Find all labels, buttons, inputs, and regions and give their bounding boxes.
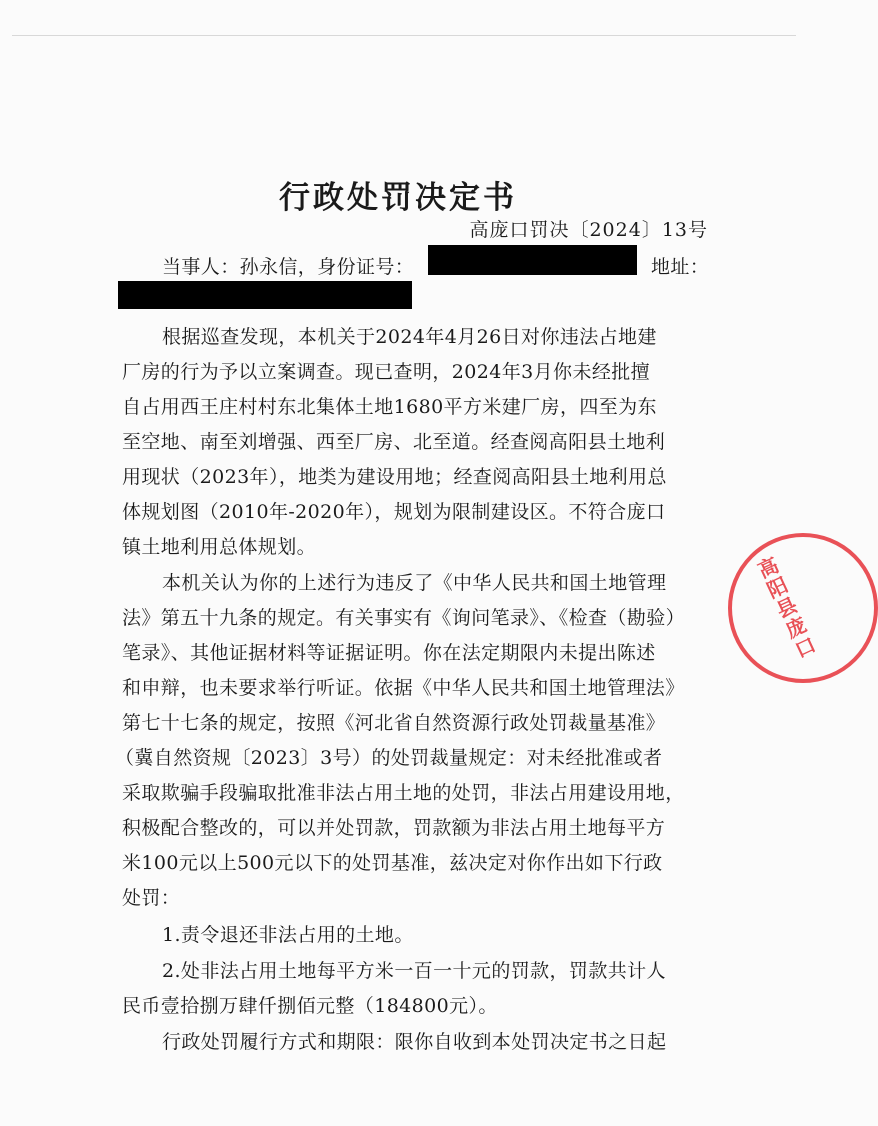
party-line: 当事人：孙永信，身份证号： [162,256,415,278]
body-line: 至空地、南至刘增强、西至厂房、北至道。经查阅高阳县土地利 [122,431,666,453]
document-title: 行政处罚决定书 [279,180,517,216]
body-line: 本机关认为你的上述行为违反了《中华人民共和国土地管理 [162,572,667,594]
penalty-item-2: 2.处非法占用土地每平方米一百一十元的罚款，罚款共计人 [162,960,666,982]
body-line: 镇土地利用总体规划。 [122,536,317,558]
official-seal-text: 高阳县庞口 [751,553,820,664]
redacted-id-number [428,245,637,275]
body-line: 和申辩，也未要求举行听证。依据《中华人民共和国土地管理法》 [122,677,685,699]
body-line: 厂房的行为予以立案调查。现已查明，2024年3月你未经批擅 [122,361,651,383]
penalty-item-1: 1.责令退还非法占用的土地。 [162,924,414,946]
body-line: 自占用西王庄村村东北集体土地1680平方米建厂房，四至为东 [122,396,657,418]
body-line: 米100元以上500元以下的处罚基准，兹决定对你作出如下行政 [122,852,663,874]
document-number: 高庞口罚决〔2024〕13号 [469,219,708,241]
body-line: 采取欺骗手段骗取批准非法占用土地的处罚，非法占用建设用地， [122,782,685,804]
body-line: 处罚： [122,887,181,909]
body-line: 体规划图（2010年-2020年），规划为限制建设区。不符合庞口 [122,501,666,523]
body-line: 民币壹拾捌万肆仟捌佰元整（184800元）。 [122,995,498,1017]
body-line: 法》第五十九条的规定。有关事实有《询问笔录》、《检查（勘验） [122,607,686,629]
scan-top-edge [12,35,796,36]
redacted-address [118,281,412,309]
body-line: 用现状（2023年），地类为建设用地；经查阅高阳县土地利用总 [122,466,667,488]
address-label: 地址： [651,256,710,278]
body-line: 行政处罚履行方式和期限：限你自收到本处罚决定书之日起 [162,1031,667,1053]
body-line: 根据巡查发现，本机关于2024年4月26日对你违法占地建 [162,326,657,348]
body-line: 第七十七条的规定，按照《河北省自然资源行政处罚裁量基准》 [122,712,666,734]
body-line: 积极配合整改的，可以并处罚款，罚款额为非法占用土地每平方 [122,817,666,839]
body-line: （冀自然资规〔2023〕3号）的处罚裁量规定：对未经批准或者 [115,747,663,769]
body-line: 笔录》、其他证据材料等证据证明。你在法定期限内未提出陈述 [122,642,656,664]
